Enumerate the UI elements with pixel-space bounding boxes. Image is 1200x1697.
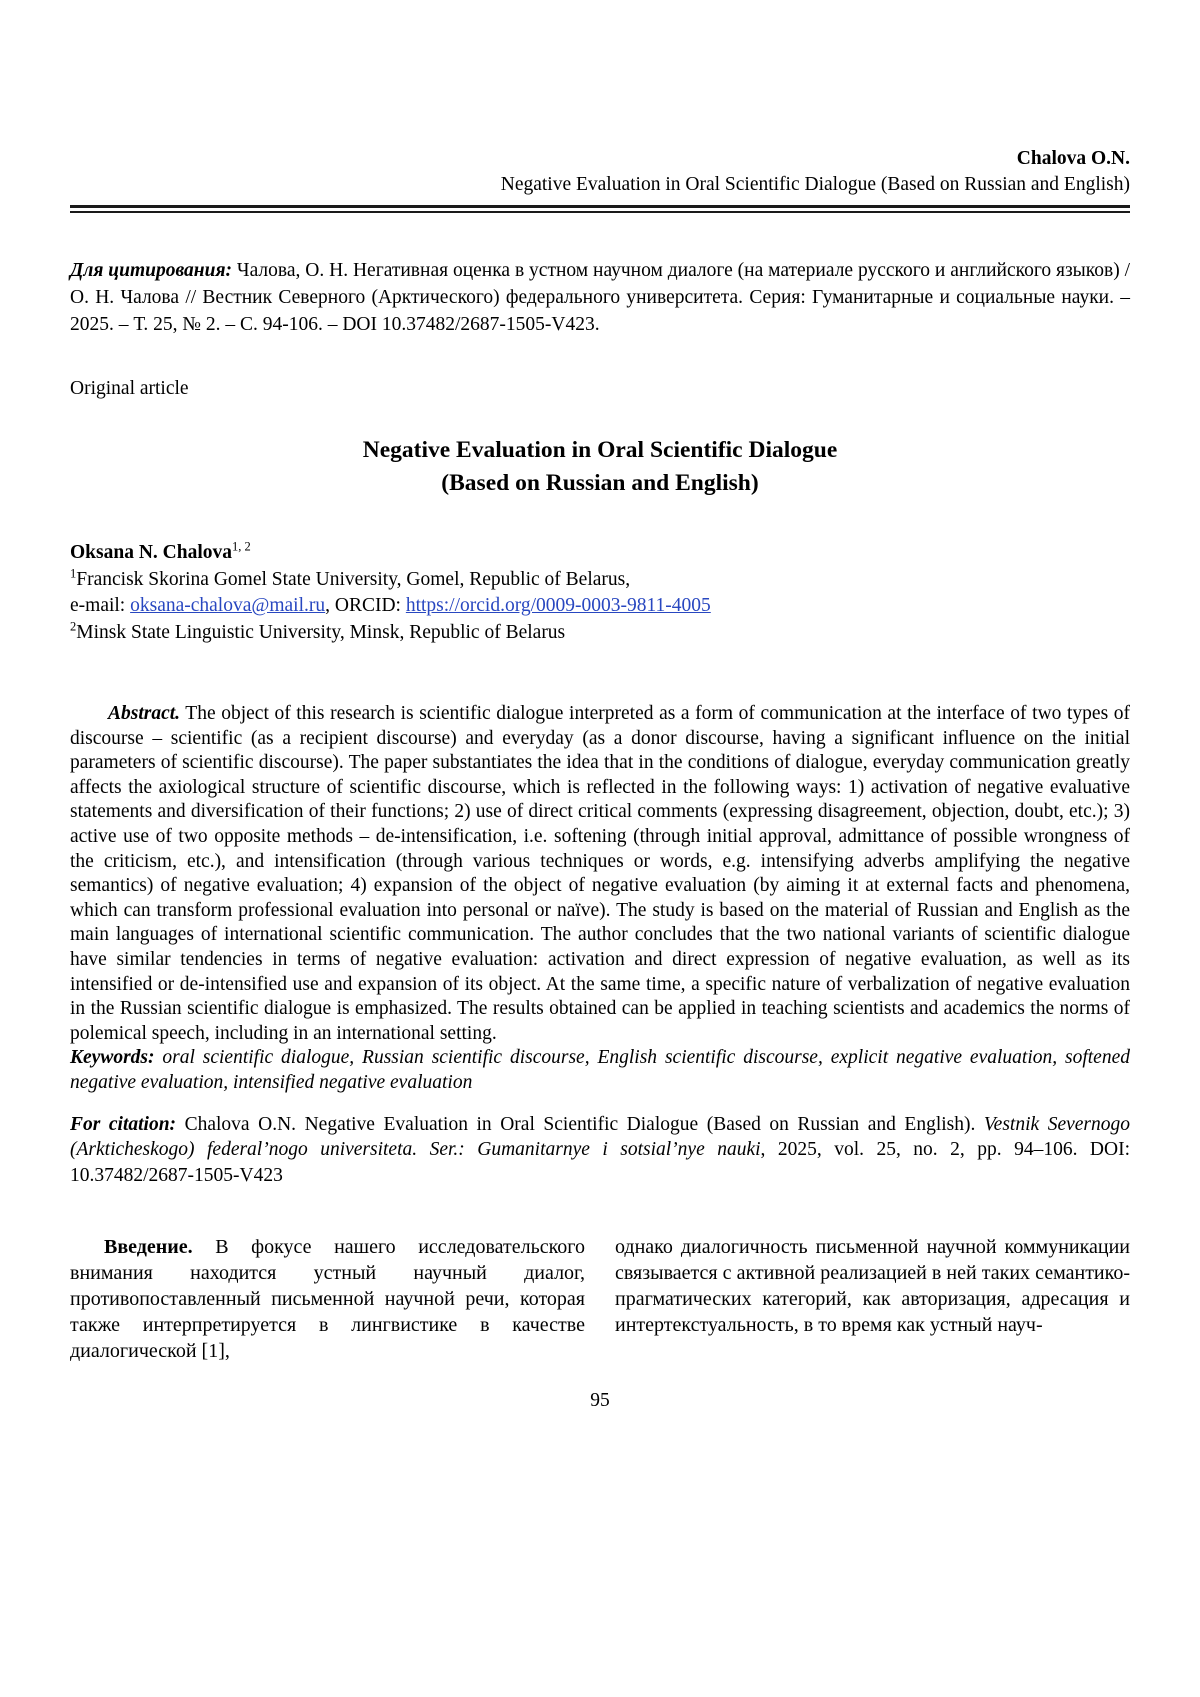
intro-left-column bbox=[70, 1234, 585, 1364]
paper-title bbox=[70, 434, 1130, 500]
email-link[interactable]: oksana-chalova@mail.ru bbox=[130, 595, 326, 616]
header-divider bbox=[70, 205, 1130, 213]
affiliation-2 bbox=[70, 620, 1130, 647]
affiliation-2-superscript: 2 bbox=[70, 619, 77, 633]
citation-ru bbox=[70, 257, 1130, 338]
email-label: e-mail: bbox=[70, 595, 131, 616]
keywords-label: Keywords: bbox=[70, 1047, 155, 1069]
running-header-title: Negative Evaluation in Oral Scientific Dialogue (Based on Russian and English) bbox=[500, 174, 1130, 195]
for-citation-text: Chalova O.N. Negative Evaluation in Oral Scientific Dialogue (Based on Russian and English). bbox=[176, 1113, 984, 1135]
affiliation-1-text: Francisk Skorina Gomel State University, Gomel, Republic of Belarus, bbox=[76, 568, 631, 590]
author-block bbox=[70, 540, 1130, 646]
intro-left-text: В фокусе нашего исследовательского внимания находится устный научный диалог, противопоставленный письменной научной речи, которая также интерпретируется в лингвистике в качестве диалогической [1], bbox=[70, 1236, 585, 1362]
author-name: Oksana N. Chalova bbox=[70, 542, 232, 563]
paper-title-line1: Negative Evaluation in Oral Scientific Dialogue bbox=[362, 437, 838, 463]
citation-ru-label: Для цитирования: bbox=[70, 260, 233, 281]
page-number: 95 bbox=[590, 1390, 610, 1411]
keywords-paragraph bbox=[70, 1046, 1130, 1095]
running-header bbox=[70, 146, 1130, 198]
author-name-line bbox=[70, 540, 1130, 567]
orcid-label: , ORCID: bbox=[325, 595, 406, 616]
affiliation-1 bbox=[70, 567, 1130, 594]
affiliation-1-superscript: 1 bbox=[70, 566, 77, 580]
for-citation-tail: , 2025, vol. 25, no. 2, pp. 94–106. DOI: 10.37482/2687-1505-V423 bbox=[70, 1139, 1130, 1186]
for-citation-paragraph bbox=[70, 1112, 1130, 1189]
for-citation-journal: Vestnik Severnogo (Arkticheskogo) federal’nogo universiteta. Ser.: Gumanitarnye i sotsial’nye nauki bbox=[70, 1113, 1130, 1160]
abstract-label: Abstract. bbox=[108, 703, 181, 724]
abstract-text: The object of this research is scientific dialogue interpreted as a form of communication at the interface of two types of discourse – scientific (as a recipient discourse) and everyday (as a donor discourse, having a significant influence on the initial parameters of scientific discourse). The paper substantiates the idea that in the conditions of dialogue, everyday communication greatly affects the axiological structure of scientific discourse, which is reflected in the following ways: 1) activation of negative evaluative statements and diversification of their functions; 2) use of direct critical comments (expressing disagreement, objection, doubt, etc.); 3) active use of two opposite methods – de-intensification, i.e. softening (through initial approval, admittance of possible wrongness of the criticism, etc.), and intensification (through various techniques or words, e.g. intensifying adverbs amplifying the negative semantics) of negative evaluation; 4) expansion of the object of negative evaluation (by aiming it at external facts and phenomena, which can transform professional evaluation into personal or naïve). The study is based on the material of Russian and English as the main languages of international scientific communication. The author concludes that the two national variants of scientific dialogue have similar tendencies in terms of negative evaluation: activation and direct expression of negative evaluation, as well as its intensified or de-intensified use and expansion of its object. At the same time, a specific nature of verbalization of negative evaluation in the Russian scientific dialogue is emphasized. The results obtained can be applied in teaching scientists and academics the norms of polemical speech, including in an international setting. bbox=[70, 703, 1130, 1044]
intro-right-text: однако диалогичность письменной научной коммуникации связывается с активной реализацией в ней таких семантико-прагматических категорий, как авторизация, адресация и интертекстуальность, в то время как устный науч- bbox=[615, 1236, 1130, 1336]
keywords-text: oral scientific dialogue, Russian scientific discourse, English scientific discourse, explicit negative evaluation, softened negative evaluation, intensified negative evaluation bbox=[70, 1047, 1130, 1093]
intro-columns bbox=[70, 1234, 1130, 1364]
abstract-paragraph bbox=[70, 702, 1130, 1046]
divider-line-thick bbox=[70, 205, 1130, 208]
running-header-author: Chalova O.N. bbox=[1016, 148, 1130, 169]
for-citation-label: For citation: bbox=[70, 1113, 177, 1135]
author-affiliation-superscript: 1, 2 bbox=[232, 539, 251, 554]
citation-ru-text: Чалова, О. Н. Негативная оценка в устном научном диалоге (на материале русского и английского языков) / О. Н. Чалова // Вестник Северного (Арктического) федерального университета. Серия: Гуманитарные и социальные науки. – 2025. – Т. 25, № 2. – С. 94-106. – DOI 10.37482/2687-1505-V423. bbox=[70, 260, 1130, 335]
divider-line-thin bbox=[70, 211, 1130, 213]
paper-title-line2: (Based on Russian and English) bbox=[441, 470, 759, 496]
affiliation-2-text: Minsk State Linguistic University, Minsk, Republic of Belarus bbox=[76, 621, 566, 643]
contact-line bbox=[70, 593, 1130, 620]
intro-right-column bbox=[615, 1234, 1130, 1364]
introduction-label: Введение. bbox=[104, 1236, 193, 1258]
article-type-label: Original article bbox=[70, 378, 189, 399]
orcid-link[interactable]: https://orcid.org/0009-0003-9811-4005 bbox=[405, 595, 711, 616]
